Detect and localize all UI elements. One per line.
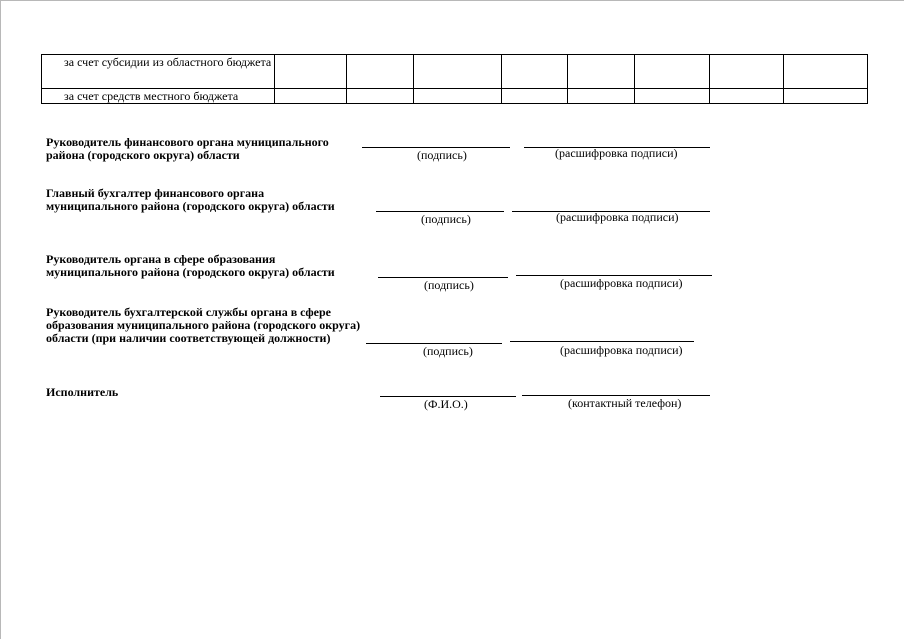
table-cell bbox=[347, 89, 414, 104]
row-label-local-budget: за счет средств местного бюджета bbox=[42, 89, 275, 104]
label-line: Исполнитель bbox=[46, 385, 119, 399]
table-cell bbox=[710, 55, 784, 89]
signatory-label-education-head bbox=[46, 253, 335, 279]
table-row bbox=[42, 89, 868, 104]
table-cell bbox=[710, 89, 784, 104]
decryption-caption: (расшифровка подписи) bbox=[560, 343, 683, 357]
label-line: образования муниципального района (городского округа) bbox=[46, 318, 361, 332]
table-cell bbox=[784, 55, 868, 89]
decryption-caption: (расшифровка подписи) bbox=[555, 146, 678, 160]
table-cell bbox=[568, 89, 635, 104]
table-row bbox=[42, 55, 868, 89]
signatory-label-chief-accountant bbox=[46, 187, 335, 213]
label-line: муниципального района (городского округа) области bbox=[46, 199, 335, 213]
signature-caption: (подпись) bbox=[417, 148, 467, 162]
signature-caption: (подпись) bbox=[423, 344, 473, 358]
table-cell bbox=[502, 55, 568, 89]
table-cell bbox=[635, 89, 710, 104]
decryption-caption: (расшифровка подписи) bbox=[556, 210, 679, 224]
label-line: Руководитель финансового органа муниципального bbox=[46, 135, 329, 149]
table-cell bbox=[347, 55, 414, 89]
signature-caption: (подпись) bbox=[424, 278, 474, 292]
table-cell bbox=[275, 89, 347, 104]
signatory-label-executor bbox=[46, 386, 118, 399]
label-line: Руководитель органа в сфере образования bbox=[46, 252, 276, 266]
label-line: Руководитель бухгалтерской службы органа в сфере bbox=[46, 305, 331, 319]
label-line: района (городского округа) области bbox=[46, 148, 240, 162]
label-line: Главный бухгалтер финансового органа bbox=[46, 186, 265, 200]
signatory-label-education-accounting bbox=[46, 306, 360, 345]
table-cell bbox=[414, 89, 502, 104]
signature-caption: (подпись) bbox=[421, 212, 471, 226]
budget-table bbox=[41, 54, 868, 104]
signatory-label-finance-head bbox=[46, 136, 329, 162]
table-cell bbox=[635, 55, 710, 89]
table-cell bbox=[784, 89, 868, 104]
phone-caption: (контактный телефон) bbox=[568, 396, 682, 410]
decryption-line bbox=[510, 341, 694, 342]
table-cell bbox=[275, 55, 347, 89]
table-cell bbox=[568, 55, 635, 89]
label-line: муниципального района (городского округа) области bbox=[46, 265, 335, 279]
row-label-regional-subsidy: за счет субсидии из областного бюджета bbox=[42, 55, 275, 89]
name-caption: (Ф.И.О.) bbox=[424, 397, 468, 411]
label-line: области (при наличии соответствующей должности) bbox=[46, 331, 331, 345]
decryption-caption: (расшифровка подписи) bbox=[560, 276, 683, 290]
table-cell bbox=[502, 89, 568, 104]
table-cell bbox=[414, 55, 502, 89]
